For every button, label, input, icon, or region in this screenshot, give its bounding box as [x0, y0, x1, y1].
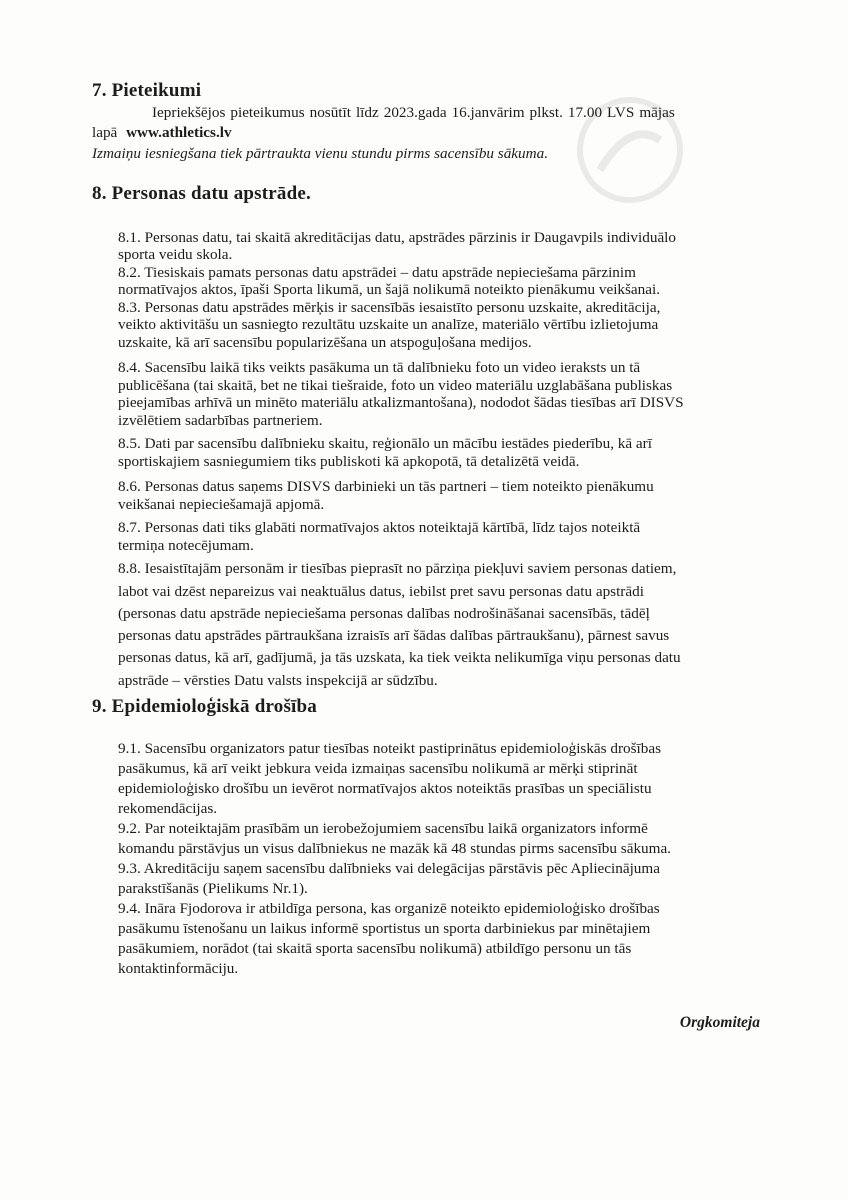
section-9-line: epidemioloģisko drošību un ievērot normatīvajos aktos noteiktās prasības un speciālistu: [118, 780, 652, 797]
section-9-line: parakstīšanās (Pielikums Nr.1).: [118, 880, 308, 897]
section-9-line: 9.4. Ināra Fjodorova ir atbildīga persona, kas organizē noteikto epidemioloģisko drošības: [118, 900, 660, 917]
section-9-line: rekomendācijas.: [118, 800, 218, 817]
section-8-line: uzskaite, kā arī sacensību popularizēšana un atspoguļošana medijos.: [118, 334, 532, 351]
section-8-line: apstrāde – vērsties Datu valsts inspekcijā ar sūdzību.: [118, 672, 438, 689]
section-8-heading: 8. Personas datu apstrāde.: [92, 183, 311, 204]
section-8-line: 8.5. Dati par sacensību dalībnieku skaitu, reģionālo un mācību iestādes piederību, kā arī: [118, 435, 652, 452]
section-9-line: pasākumiem, norādot (tai skaitā sporta sacensību nolikumā) atbildīgo personu un tās: [118, 940, 632, 957]
athletics-link[interactable]: www.athletics.lv: [126, 124, 232, 141]
section-9-line: kontaktinformāciju.: [118, 960, 239, 977]
section-8-line: izvēlētiem sadarbības partneriem.: [118, 412, 323, 429]
section-8-line: publicēšana (tai skaitā, bet ne tikai tiešraide, foto un video materiālu uzglabāšana publiskas: [118, 377, 673, 394]
section-8-line: 8.8. Iesaistītajām personām ir tiesības pieprasīt no pārziņa piekļuvi saviem personas datiem,: [118, 560, 677, 577]
section-9-heading: 9. Epidemioloģiskā drošība: [92, 696, 317, 717]
section-8-line: 8.7. Personas dati tiks glabāti normatīvajos aktos noteiktajā kārtībā, līdz tajos noteiktā: [118, 519, 641, 536]
section-8-line: labot vai dzēst nepareizus vai neaktuālus datus, iebilst pret savu personas datu apstrādi: [118, 583, 644, 600]
section-8-line: termiņa notecējumam.: [118, 537, 254, 554]
section-7-lapa: lapā: [92, 124, 118, 141]
section-8-line: 8.6. Personas datus saņems DISVS darbinieki un tās partneri – tiem noteikto pienākumu: [118, 478, 654, 495]
section-9-line: komandu pārstāvjus un visus dalībniekus ne mazāk kā 48 stundas pirms sacensību sākuma.: [118, 840, 671, 857]
section-9-line: 9.1. Sacensību organizators patur tiesības noteikt pastiprinātus epidemioloģiskās drošības: [118, 740, 661, 757]
section-8-line: veikšanai nepieciešamajā apjomā.: [118, 496, 325, 513]
section-8-line: veikto aktivitāšu un sasniegto rezultātu uzskaite un analīze, materiālo vērtību izlietojuma: [118, 316, 659, 333]
section-9-line: 9.2. Par noteiktajām prasībām un ierobežojumiem sacensību laikā organizators informē: [118, 820, 648, 837]
show-through-logo-icon: [560, 80, 700, 220]
section-8-line: personas datus, kā arī, gadījumā, ja tās uzskata, ka tiek veikta nelikumīga viņu personas datu: [118, 649, 681, 666]
section-7-line-3: Izmaiņu iesniegšana tiek pārtraukta vienu stundu pirms sacensību sākuma.: [92, 145, 549, 162]
section-7-line-2: [92, 124, 232, 142]
section-8-line: sporta veidu skola.: [118, 246, 233, 263]
section-8-line: normatīvajos aktos, īpaši Sporta likumā, un šajā nolikumā noteikto pienākumu veikšanai.: [118, 281, 661, 298]
section-8-line: (personas datu apstrāde nepieciešama personas dalības nodrošināšanai sacensībās, tādēļ: [118, 605, 650, 622]
section-8-line: 8.3. Personas datu apstrādes mērķis ir sacensībās iesaistīto personu uzskaite, akreditācija,: [118, 299, 661, 316]
section-8-line: 8.2. Tiesiskais pamats personas datu apstrādei – datu apstrāde nepieciešama pārzinim: [118, 264, 636, 281]
section-7-heading: 7. Pieteikumi: [92, 80, 202, 101]
section-8-line: personas datu apstrādes pārtraukšana izraisīs arī šādas dalības pārtraukšanu), pārnest savus: [118, 627, 670, 644]
section-9-line: pasākumus, kā arī veikt jebkura veida izmaiņas sacensību nolikumā ar mērķi stiprināt: [118, 760, 638, 777]
section-8-line: sportiskajiem sasniegumiem tiks publiskoti kā apkopotā, tā detalizētā veidā.: [118, 453, 580, 470]
section-7-line-1: Iepriekšējos pieteikumus nosūtīt līdz 2023.gada 16.janvārim plkst. 17.00 LVS mājas: [152, 104, 675, 121]
section-9-line: pasākumu īstenošanu un laikus informē sportistus un sporta darbiniekus par minētajiem: [118, 920, 651, 937]
signature-orgkomiteja: Orgkomiteja: [679, 1014, 760, 1031]
section-8-line: 8.4. Sacensību laikā tiks veikts pasākuma un tā dalībnieku foto un video ieraksts un tā: [118, 359, 641, 376]
section-9-line: 9.3. Akreditāciju saņem sacensību dalībnieks vai delegācijas pārstāvis pēc Apliecinājuma: [118, 860, 660, 877]
section-8-line: 8.1. Personas datu, tai skaitā akreditācijas datu, apstrādes pārzinis ir Daugavpils individuālo: [118, 229, 676, 246]
section-8-line: pieejamības arhīvā un minēto materiālu atkalizmantošana), nododot šādas tiesības arī DISVS: [118, 394, 684, 411]
